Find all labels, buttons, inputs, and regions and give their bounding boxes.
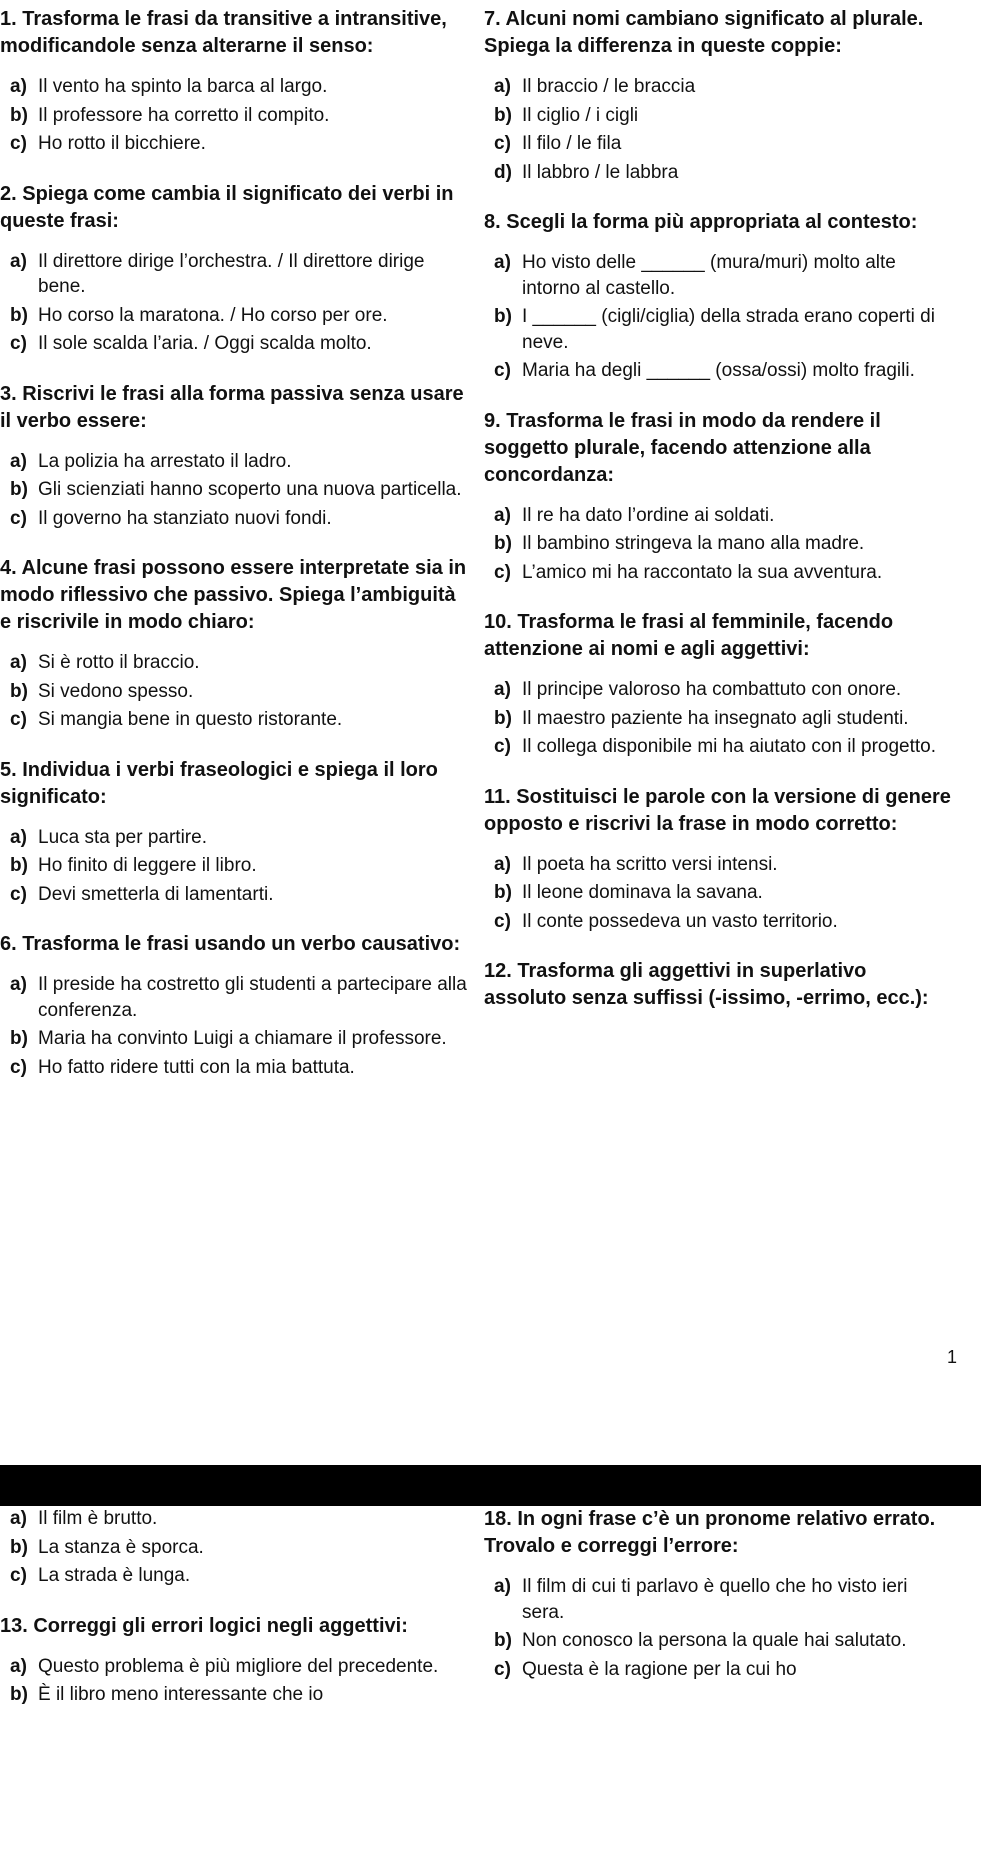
item-label: c) (10, 1565, 27, 1586)
exercise-item (484, 74, 954, 100)
item-label: c) (494, 1658, 511, 1680)
exercise-heading: 7. Alcuni nomi cambiano significato al plurale. Spiega la differenza in queste coppie: (484, 8, 924, 57)
exercise-section (484, 609, 954, 760)
exercise-item (0, 707, 470, 733)
item-label: a) (10, 1508, 27, 1529)
item-text: Il labbro / le labbra (522, 161, 679, 183)
exercise-section (0, 1506, 470, 1589)
exercise-item (0, 1055, 470, 1081)
item-label: a) (10, 1655, 27, 1677)
item-label: a) (494, 679, 511, 700)
item-label: c) (10, 709, 27, 730)
exercise-item (484, 304, 954, 355)
exercise-heading: 12. Trasforma gli aggettivi in superlativo assoluto senza suffissi (-issimo, -errimo, ecc.): (484, 960, 929, 1009)
item-text: Il leone dominava la savana. (522, 882, 763, 903)
item-text: Questo problema è più migliore del precedente. (38, 1655, 439, 1677)
item-text: Il preside ha costretto gli studenti a partecipare alla conferenza. (38, 974, 467, 1021)
exercise-heading: 10. Trasforma le frasi al femminile, facendo attenzione ai nomi e agli aggettivi: (484, 611, 894, 660)
item-text: Il vento ha spinto la barca al largo. (38, 76, 328, 97)
item-text: Il conte possedeva un vasto territorio. (522, 910, 838, 932)
exercise-section (484, 1506, 954, 1682)
item-label: c) (494, 133, 511, 154)
exercise-item (484, 250, 954, 301)
exercise-item (484, 1628, 954, 1654)
exercise-item (0, 331, 470, 357)
item-label: a) (494, 76, 511, 97)
item-label: b) (494, 104, 512, 126)
item-text: Ho rotto il bicchiere. (38, 133, 206, 154)
exercise-item (0, 1682, 470, 1708)
exercise-item (484, 131, 954, 157)
item-text: Ho finito di leggere il libro. (38, 855, 257, 876)
exercise-item (0, 477, 470, 503)
item-label: c) (494, 736, 511, 757)
item-text: Luca sta per partire. (38, 826, 207, 848)
exercise-item (0, 303, 470, 329)
exercise-section (484, 784, 954, 935)
exercise-item (484, 677, 954, 703)
item-label: a) (10, 826, 27, 848)
item-label: b) (10, 304, 28, 326)
item-label: b) (10, 1536, 28, 1558)
item-text: Si mangia bene in questo ristorante. (38, 709, 343, 730)
item-label: b) (10, 855, 28, 876)
exercise-heading: 1. Trasforma le frasi da transitive a intransitive, modificandole senza alterarne il senso: (0, 8, 447, 57)
item-label: c) (494, 910, 511, 932)
exercise-item (484, 103, 954, 129)
item-label: a) (494, 853, 511, 875)
item-label: c) (10, 1056, 27, 1078)
exercise-item (484, 852, 954, 878)
exercise-item (484, 734, 954, 760)
item-label: a) (10, 652, 27, 673)
exercise-heading: 6. Trasforma le frasi usando un verbo causativo: (0, 933, 461, 955)
item-text: L’amico mi ha raccontato la sua avventura. (522, 561, 883, 583)
exercise-heading: 13. Correggi gli errori logici negli aggettivi: (0, 1614, 408, 1637)
exercise-item (484, 358, 954, 384)
exercise-item (484, 160, 954, 186)
exercise-heading: 18. In ogni frase c’è un pronome relativo errato. Trovalo e correggi l’errore: (484, 1508, 936, 1557)
item-label: b) (10, 104, 28, 126)
page-number: 1 (946, 1347, 957, 1367)
exercise-heading: 5. Individua i verbi fraseologici e spiega il loro significato: (0, 758, 438, 808)
item-text: Devi smetterla di lamentarti. (38, 883, 274, 905)
item-label: b) (494, 1630, 512, 1651)
item-text: I ______ (cigli/ciglia) della strada erano coperti di neve. (522, 306, 935, 353)
exercise-item (0, 650, 470, 676)
item-text: Il collega disponibile mi ha aiutato con il progetto. (522, 736, 937, 757)
exercise-item (0, 1506, 470, 1532)
exercise-item (484, 1657, 954, 1683)
exercise-item (0, 882, 470, 908)
exercise-heading: 3. Riscrivi le frasi alla forma passiva senza usare il verbo essere: (0, 382, 464, 432)
item-label: b) (494, 882, 512, 903)
item-text: Non conosco la persona la quale hai salutato. (522, 1630, 907, 1651)
item-text: Il sole scalda l’aria. / Oggi scalda molto. (38, 333, 372, 354)
item-text: Il maestro paziente ha insegnato agli studenti. (522, 707, 909, 729)
exercise-section (484, 408, 954, 586)
item-text: Il ciglio / i cigli (522, 104, 639, 126)
item-label: c) (10, 133, 27, 154)
item-label: a) (10, 76, 27, 97)
item-label: a) (494, 252, 511, 273)
item-text: Ho corso la maratona. / Ho corso per ore. (38, 304, 388, 326)
exercise-section (484, 209, 954, 384)
item-text: Il direttore dirige l’orchestra. / Il direttore dirige bene. (38, 250, 425, 297)
item-text: La strada è lunga. (38, 1565, 191, 1586)
exercise-item (484, 909, 954, 935)
exercise-heading: 2. Spiega come cambia il significato dei verbi in queste frasi: (0, 182, 454, 232)
item-text: Il governo ha stanziato nuovi fondi. (38, 507, 332, 529)
exercise-item (484, 560, 954, 586)
item-text: Il braccio / le braccia (522, 76, 696, 97)
item-text: Maria ha degli ______ (ossa/ossi) molto fragili. (522, 360, 915, 381)
item-text: Ho visto delle ______ (mura/muri) molto alte intorno al castello. (522, 252, 896, 299)
exercise-item (0, 1563, 470, 1589)
item-label: a) (10, 974, 27, 995)
item-label: a) (10, 250, 27, 272)
item-label: c) (10, 507, 27, 529)
item-text: Il film è brutto. (38, 1508, 158, 1529)
page-separator-bar (0, 1465, 981, 1506)
exercise-item (484, 1574, 954, 1625)
item-text: La polizia ha arrestato il ladro. (38, 450, 292, 472)
item-text: Si vedono spesso. (38, 680, 194, 702)
item-text: Il film di cui ti parlavo è quello che ho visto ieri sera. (522, 1576, 908, 1623)
exercise-heading: 11. Sostituisci le parole con la versione di genere opposto e riscrivi la frase in modo corretto: (484, 785, 951, 835)
exercise-item (0, 506, 470, 532)
exercise-section (0, 555, 470, 733)
item-label: c) (494, 561, 511, 583)
item-text: Gli scienziati hanno scoperto una nuova particella. (38, 479, 462, 500)
item-label: a) (494, 504, 511, 526)
exercise-section (0, 757, 470, 908)
item-text: Si è rotto il braccio. (38, 652, 200, 673)
exercise-item (484, 531, 954, 557)
exercise-item (0, 249, 470, 300)
exercise-item (0, 1535, 470, 1561)
exercise-item (0, 679, 470, 705)
item-text: Ho fatto ridere tutti con la mia battuta. (38, 1056, 355, 1078)
exercise-section (484, 958, 954, 1012)
item-label: b) (494, 533, 512, 554)
exercise-item (0, 1026, 470, 1052)
exercise-section (0, 181, 470, 357)
exercise-section (484, 6, 954, 185)
item-label: b) (10, 479, 28, 500)
item-label: b) (10, 680, 28, 702)
exercise-item (484, 706, 954, 732)
exercise-section (0, 1613, 470, 1708)
item-text: Il re ha dato l’ordine ai soldati. (522, 504, 775, 526)
item-text: Il filo / le fila (522, 133, 622, 154)
item-text: Il poeta ha scritto versi intensi. (522, 853, 778, 875)
worksheet-page-2 (0, 1506, 981, 1863)
item-label: b) (10, 1028, 28, 1049)
exercise-item (0, 825, 470, 851)
exercise-item (0, 972, 470, 1023)
exercise-item (484, 503, 954, 529)
item-label: b) (10, 1684, 28, 1705)
right-column (484, 1506, 954, 1706)
item-text: È il libro meno interessante che io (38, 1684, 324, 1705)
exercise-heading: 9. Trasforma le frasi in modo da rendere il soggetto plurale, facendo attenzione alla concordanza: (484, 409, 881, 486)
item-text: La stanza è sporca. (38, 1536, 204, 1558)
exercise-item (484, 880, 954, 906)
left-column (0, 6, 470, 1104)
exercise-section (0, 931, 470, 1080)
item-label: b) (494, 306, 512, 327)
item-label: a) (10, 450, 27, 472)
item-label: c) (10, 883, 27, 905)
item-text: Maria ha convinto Luigi a chiamare il professore. (38, 1028, 447, 1049)
item-text: Questa è la ragione per la cui ho (522, 1658, 797, 1680)
item-label: a) (494, 1576, 511, 1597)
exercise-item (0, 1654, 470, 1680)
exercise-item (0, 853, 470, 879)
item-label: c) (10, 333, 27, 354)
exercise-heading: 4. Alcune frasi possono essere interpretate sia in modo riflessivo che passivo. Spiega l’ambiguità e riscrivile in modo chiaro: (0, 557, 467, 633)
item-text: Il principe valoroso ha combattuto con onore. (522, 679, 902, 700)
exercise-section (0, 6, 470, 157)
left-column (0, 1506, 470, 1732)
exercise-item (0, 74, 470, 100)
item-label: c) (494, 360, 511, 381)
item-label: d) (494, 161, 512, 183)
right-column (484, 6, 954, 1036)
exercise-heading: 8. Scegli la forma più appropriata al contesto: (484, 211, 918, 233)
exercise-item (0, 103, 470, 129)
item-text: Il professore ha corretto il compito. (38, 104, 330, 126)
item-text: Il bambino stringeva la mano alla madre. (522, 533, 865, 554)
exercise-item (0, 131, 470, 157)
item-label: b) (494, 707, 512, 729)
exercise-section (0, 381, 470, 532)
exercise-item (0, 449, 470, 475)
